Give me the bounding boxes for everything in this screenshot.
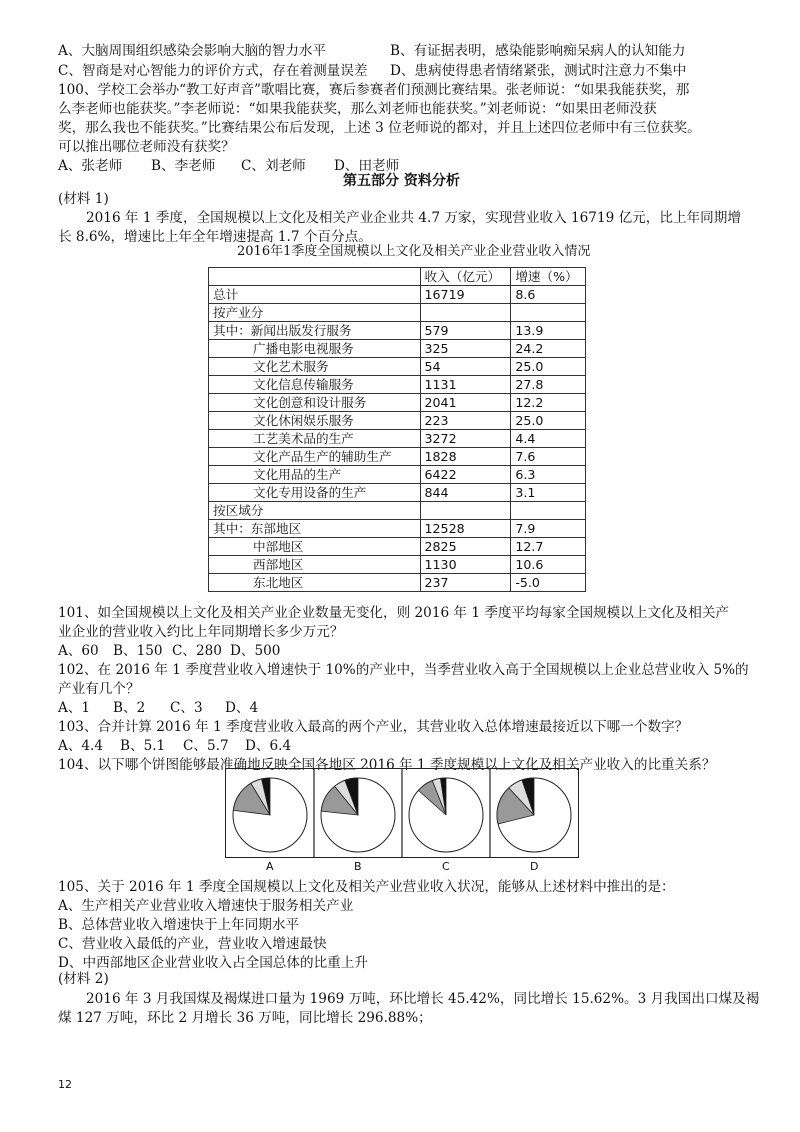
q102-line2: 产业有几个？ [58, 681, 140, 697]
revenue-cell: 2041 [420, 394, 511, 412]
section-title: 第五部分 资料分析 [343, 173, 460, 189]
row-label: 文化产品生产的辅助生产 [209, 448, 421, 466]
row-label: 中部地区 [209, 538, 421, 556]
q102-option-b: B、2 [113, 700, 146, 716]
revenue-cell: 16719 [420, 286, 511, 304]
table-row [209, 376, 586, 394]
row-label: 文化创意和设计服务 [209, 394, 421, 412]
growth-cell: 6.3 [511, 466, 586, 484]
q101-line2: 业企业的营业收入约比上年同期增长多少万元？ [58, 624, 344, 640]
q103-option-b: B、5.1 [120, 738, 166, 754]
table-header-row [209, 268, 586, 286]
q100-line3: 奖，那么我也不能获奖。”比赛结果公布后发现，上述 3 位老师说的都对，并且上述四位老师中有三位获奖。 [58, 120, 701, 136]
revenue-cell: 844 [420, 484, 511, 502]
revenue-cell: 54 [420, 358, 511, 376]
pie-label-d: D [530, 860, 539, 873]
page-number: 12 [58, 1078, 72, 1091]
revenue-cell: 579 [420, 322, 511, 340]
row-label: 广播电影电视服务 [209, 340, 421, 358]
growth-cell: 10.6 [511, 556, 586, 574]
q102-option-a: A、1 [58, 700, 91, 716]
growth-cell: 4.4 [511, 430, 586, 448]
q100-option-c: C、刘老师 [241, 158, 306, 174]
pie-chart-svg [226, 769, 578, 857]
table-row [209, 340, 586, 358]
revenue-cell: 237 [420, 574, 511, 592]
material1-label: (材料 1) [58, 191, 109, 207]
revenue-cell: 223 [420, 412, 511, 430]
section-label: 按区域分 [209, 502, 421, 520]
table-row [209, 322, 586, 340]
pie-label-a: A [266, 860, 274, 873]
option-c: C、智商是对心智能力的评价方式，存在着测量误差 [58, 63, 368, 79]
q104-line1: 104、以下哪个饼图能够最准确地反映全国各地区 2016 年 1 季度规模以上文化及相关产业收入的比重关系？ [58, 757, 716, 773]
row-label: 西部地区 [209, 556, 421, 574]
pie-c [409, 778, 483, 852]
revenue-cell: 3272 [420, 430, 511, 448]
pie-chart-options [225, 768, 579, 858]
growth-cell: 13.9 [511, 322, 586, 340]
material1-para1: 2016 年 1 季度，全国规模以上文化及相关产业企业共 4.7 万家，实现营业收入 16719 亿元，比上年同期增 [86, 210, 741, 226]
q103-option-d: D、6.4 [245, 738, 292, 754]
q101-option-a: A、60 [58, 643, 99, 659]
q102-option-d: D、4 [225, 700, 259, 716]
table-row-section [209, 304, 586, 322]
header-cell: 收入（亿元） [420, 268, 511, 286]
option-a: A、大脑周围组织感染会影响大脑的智力水平 [58, 43, 327, 59]
material2-para2: 煤 127 万吨，环比 2 月增长 36 万吨，同比增长 296.88%； [58, 1010, 432, 1026]
option-b: B、有证据表明，感染能影响痴呆病人的认知能力 [390, 43, 686, 59]
pie-a [233, 778, 307, 852]
option-d: D、患病使得患者情绪紧张，测试时注意力不集中 [390, 63, 687, 79]
pie-label-b: B [354, 860, 362, 873]
row-label: 文化信息传输服务 [209, 376, 421, 394]
revenue-cell: 1828 [420, 448, 511, 466]
pie-label-c: C [442, 860, 450, 873]
q105-option-d: D、中西部地区企业营业收入占全国总体的比重上升 [58, 955, 368, 971]
q101-option-c: C、280 [172, 643, 222, 659]
material2-label: (材料 2) [58, 971, 109, 987]
revenue-cell: 1130 [420, 556, 511, 574]
row-label: 总计 [209, 286, 421, 304]
growth-cell: 25.0 [511, 412, 586, 430]
growth-cell: -5.0 [511, 574, 586, 592]
material2-para1: 2016 年 3 月我国煤及褐煤进口量为 1969 万吨，环比增长 45.42%，同比增长 15.62%。3 月我国出口煤及褐 [86, 991, 760, 1007]
table-row [209, 358, 586, 376]
section-label: 按产业分 [209, 304, 421, 322]
q105-option-c: C、营业收入最低的产业，营业收入增速最快 [58, 936, 327, 952]
growth-cell: 7.6 [511, 448, 586, 466]
row-label: 其中：新闻出版发行服务 [209, 322, 421, 340]
table-row [209, 520, 586, 538]
q105-option-a: A、生产相关产业营业收入增速快于服务相关产业 [58, 898, 354, 914]
q100-option-d: D、田老师 [334, 158, 400, 174]
growth-cell: 12.2 [511, 394, 586, 412]
q102-line1: 102、在 2016 年 1 季度营业收入增速快于 10%的产业中，当季营业收入高于全国规模以上企业总营业收入 5%的 [58, 662, 749, 678]
q100-option-a: A、张老师 [58, 158, 123, 174]
header-cell [209, 268, 421, 286]
q105-line1: 105、关于 2016 年 1 季度全国规模以上文化及相关产业营业收入状况，能够从上述材料中推出的是： [58, 879, 675, 895]
q100-line2: 么李老师也能获奖。”李老师说：“如果我能获奖，那么刘老师也能获奖。”刘老师说：“如果田老师没获 [58, 101, 657, 117]
material1-para2: 长 8.6%，增速比上年全年增速提高 1.7 个百分点。 [58, 229, 372, 245]
header-cell: 增速（%） [511, 268, 586, 286]
table-row [209, 484, 586, 502]
q101-option-d: D、500 [230, 643, 281, 659]
row-label: 文化专用设备的生产 [209, 484, 421, 502]
table-row [209, 430, 586, 448]
table-row [209, 556, 586, 574]
q100-option-b: B、李老师 [151, 158, 216, 174]
q103-line1: 103、合并计算 2016 年 1 季度营业收入最高的两个产业，其营业收入总体增速最接近以下哪一个数字？ [58, 719, 689, 735]
q105-option-b: B、总体营业收入增速快于上年同期水平 [58, 917, 300, 933]
q103-option-c: C、5.7 [183, 738, 229, 754]
table-row-section [209, 502, 586, 520]
growth-cell: 8.6 [511, 286, 586, 304]
row-label: 文化艺术服务 [209, 358, 421, 376]
growth-cell: 25.0 [511, 358, 586, 376]
growth-cell: 12.7 [511, 538, 586, 556]
table-row-total [209, 286, 586, 304]
q101-option-b: B、150 [113, 643, 163, 659]
table-row [209, 538, 586, 556]
revenue-table [208, 267, 586, 592]
q102-option-c: C、3 [170, 700, 203, 716]
table-row [209, 394, 586, 412]
table-row [209, 412, 586, 430]
revenue-cell: 2825 [420, 538, 511, 556]
table-title: 2016年1季度全国规模以上文化及相关产业企业营业收入情况 [237, 244, 591, 259]
growth-cell: 3.1 [511, 484, 586, 502]
table-row [209, 574, 586, 592]
pie-b [321, 778, 395, 852]
q101-line1: 101、如全国规模以上文化及相关产业企业数量无变化，则 2016 年 1 季度平均每家全国规模以上文化及相关产 [58, 605, 730, 621]
revenue-cell: 1131 [420, 376, 511, 394]
pie-d [497, 778, 571, 852]
row-label: 文化休闲娱乐服务 [209, 412, 421, 430]
growth-cell: 24.2 [511, 340, 586, 358]
growth-cell: 27.8 [511, 376, 586, 394]
revenue-cell: 325 [420, 340, 511, 358]
q100-line1: 100、学校工会举办“教工好声音”歌唱比赛，赛后参赛者们预测比赛结果。张老师说：“如果我能获奖，那 [58, 82, 690, 98]
row-label: 其中：东部地区 [209, 520, 421, 538]
q100-line4: 可以推出哪位老师没有获奖？ [58, 139, 235, 155]
table-row [209, 466, 586, 484]
q103-option-a: A、4.4 [58, 738, 104, 754]
row-label: 东北地区 [209, 574, 421, 592]
growth-cell: 7.9 [511, 520, 586, 538]
table-row [209, 448, 586, 466]
row-label: 文化用品的生产 [209, 466, 421, 484]
row-label: 工艺美术品的生产 [209, 430, 421, 448]
revenue-cell: 6422 [420, 466, 511, 484]
revenue-cell: 12528 [420, 520, 511, 538]
